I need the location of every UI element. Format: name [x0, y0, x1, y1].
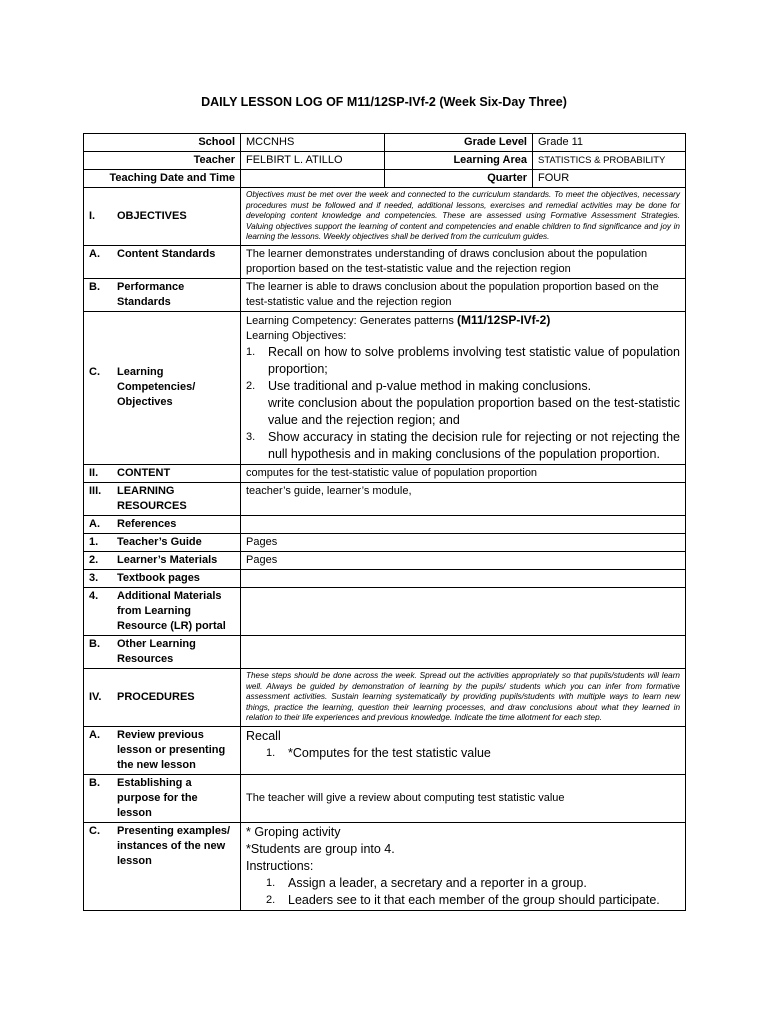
- section-label: CONTENT: [117, 466, 171, 479]
- list-item: [246, 875, 680, 892]
- presenting-line: * Groping activity: [246, 824, 341, 839]
- teacher-row: [84, 152, 686, 170]
- list-item-number: 1.: [246, 345, 256, 358]
- section-number: 3.: [89, 571, 99, 584]
- list-item-text: Leaders see to it that each member of the group should participate.: [288, 892, 660, 907]
- school-row: [84, 134, 686, 152]
- objectives-label-cell: [84, 188, 241, 246]
- teacher-value: FELBIRT L. ATILLO: [241, 152, 385, 170]
- section-number: II.: [89, 466, 99, 479]
- competency-code: (M11/12SP-IVf-2): [456, 312, 551, 327]
- list-item: [246, 344, 680, 378]
- references-row: [84, 515, 686, 533]
- section-number: C.: [89, 824, 100, 837]
- section-label: Additional Materials from Learning Resource (LR) portal: [117, 589, 226, 632]
- teachers-guide-label-cell: [84, 533, 241, 551]
- competencies-row: [84, 311, 686, 464]
- learning-resources-row: [84, 482, 686, 515]
- list-item-text: *Computes for the test statistic value: [288, 745, 491, 760]
- date-row: [84, 170, 686, 188]
- procedures-label-cell: [84, 668, 241, 726]
- textbook-label-cell: [84, 569, 241, 587]
- list-item-number: 1.: [266, 746, 276, 759]
- learning-area-value: STATISTICS & PROBABILITY: [533, 152, 686, 170]
- section-label: Other Learning Resources: [117, 637, 196, 665]
- objectives-row: [84, 188, 686, 246]
- list-item-number: 2.: [246, 379, 256, 392]
- section-label: References: [117, 517, 177, 530]
- performance-standards-label-cell: [84, 278, 241, 311]
- section-label: Learning Competencies/ Objectives: [117, 366, 196, 409]
- competency-prefix: Learning Competency: Generates patterns: [246, 314, 457, 327]
- presenting-row: [84, 822, 686, 910]
- presenting-line: Instructions:: [246, 858, 314, 873]
- lesson-log-table: [83, 133, 686, 911]
- content-text: computes for the test-statistic value of population proportion: [241, 464, 686, 482]
- list-item: [246, 378, 680, 395]
- additional-materials-label-cell: [84, 587, 241, 635]
- purpose-label-cell: [84, 774, 241, 822]
- teachers-guide-text: Pages: [241, 533, 686, 551]
- section-label: Establishing a purpose for the lesson: [117, 776, 198, 819]
- content-standards-label-cell: [84, 245, 241, 278]
- competencies-label-cell: [84, 311, 241, 464]
- presenting-label-cell: [84, 822, 241, 910]
- learning-competency: [246, 313, 680, 329]
- section-number: B.: [89, 776, 100, 789]
- teaching-date-value: [241, 170, 385, 188]
- section-label: Content Standards: [117, 247, 216, 260]
- content-standards-row: [84, 245, 686, 278]
- competencies-content: [241, 311, 686, 464]
- other-resources-text: [241, 635, 686, 668]
- section-number: B.: [89, 280, 100, 293]
- learners-materials-label-cell: [84, 551, 241, 569]
- purpose-row: [84, 774, 686, 822]
- page-title: DAILY LESSON LOG OF M11/12SP-IVf-2 (Week Six-Day Three): [201, 95, 567, 109]
- procedures-text: These steps should be done across the week. Spread out the activities appropriately so that pupils/students will learn well. Always be guided by demonstration of learning by the pupils/ students which you can infer from formative assessment activities. Sustain learning systematically by providing pupils/students with multiple ways to learn new things, practice the learning, question their learning processes, and draw conclusions about what they learned in relation to their life experiences and previous knowledge. Indicate the time allotment for each step.: [241, 668, 686, 726]
- references-text: [241, 515, 686, 533]
- presenting-content: [241, 822, 686, 910]
- section-number: A.: [89, 247, 100, 260]
- grade-level-label: Grade Level: [385, 134, 533, 152]
- textbook-text: [241, 569, 686, 587]
- school-label: School: [84, 134, 241, 152]
- list-item: [246, 429, 680, 463]
- section-label: Presenting examples/ instances of the new lesson: [117, 824, 231, 867]
- section-number: I.: [89, 209, 96, 222]
- list-item-text: Use traditional and p-value method in making conclusions.: [268, 378, 592, 393]
- section-number: C.: [89, 366, 100, 379]
- section-number: 1.: [89, 535, 99, 548]
- list-item-text: Show accuracy in stating the decision rule for rejecting or not rejecting the null hypothesis and in making conclusions of the population proportion.: [268, 429, 680, 461]
- list-item: [246, 745, 680, 762]
- teacher-label: Teacher: [84, 152, 241, 170]
- list-item-number: [246, 395, 268, 429]
- quarter-value: FOUR: [533, 170, 686, 188]
- additional-materials-text: [241, 587, 686, 635]
- list-item-number: 2.: [266, 893, 276, 906]
- section-number: 2.: [89, 553, 99, 566]
- section-label: Learner’s Materials: [117, 553, 218, 566]
- review-label-cell: [84, 726, 241, 774]
- learning-resources-text: teacher’s guide, learner’s module,: [241, 482, 686, 515]
- learners-materials-row: [84, 551, 686, 569]
- additional-materials-row: [84, 587, 686, 635]
- section-number: III.: [89, 484, 102, 497]
- teaching-date-label: Teaching Date and Time: [84, 170, 241, 188]
- objectives-list: [246, 344, 680, 463]
- section-label: LEARNING RESOURCES: [117, 484, 187, 512]
- section-label: PROCEDURES: [117, 690, 195, 703]
- list-item-text: Assign a leader, a secretary and a reporter in a group.: [288, 875, 587, 890]
- learners-materials-text: Pages: [241, 551, 686, 569]
- references-label-cell: [84, 515, 241, 533]
- section-number: 4.: [89, 589, 99, 602]
- review-content: [241, 726, 686, 774]
- other-resources-label-cell: [84, 635, 241, 668]
- section-label: Review previous lesson or presenting the new lesson: [117, 728, 226, 771]
- list-item: [246, 395, 680, 429]
- school-value: MCCNHS: [241, 134, 385, 152]
- review-row: [84, 726, 686, 774]
- learning-resources-label-cell: [84, 482, 241, 515]
- quarter-label: Quarter: [385, 170, 533, 188]
- other-resources-row: [84, 635, 686, 668]
- procedures-row: [84, 668, 686, 726]
- section-label: Textbook pages: [117, 571, 200, 584]
- section-label: Teacher’s Guide: [117, 535, 202, 548]
- section-label: Performance Standards: [117, 280, 185, 308]
- learning-area-label: Learning Area: [385, 152, 533, 170]
- teachers-guide-row: [84, 533, 686, 551]
- section-number: IV.: [89, 690, 102, 703]
- section-number: A.: [89, 728, 100, 741]
- performance-standards-text: The learner is able to draws conclusion about the population proportion based on the test-statistic value and the rejection region: [241, 278, 686, 311]
- list-item-number: 1.: [266, 876, 276, 889]
- presenting-line: *Students are group into 4.: [246, 841, 395, 856]
- purpose-text: The teacher will give a review about computing test statistic value: [241, 774, 686, 822]
- list-item-text: Recall on how to solve problems involving test statistic value of population proportion;: [268, 344, 680, 376]
- section-number: A.: [89, 517, 100, 530]
- content-standards-text: The learner demonstrates understanding of draws conclusion about the population proportion based on the test-statistic value and the rejection region: [241, 245, 686, 278]
- list-item: [246, 892, 680, 909]
- content-row: [84, 464, 686, 482]
- textbook-row: [84, 569, 686, 587]
- list-item-number: 3.: [246, 430, 256, 443]
- performance-standards-row: [84, 278, 686, 311]
- learning-objectives-label: Learning Objectives:: [246, 329, 347, 342]
- objectives-text: Objectives must be met over the week and connected to the curriculum standards. To meet the objectives, necessary procedures must be followed and if needed, additional lessons, exercises and remedial activities may be done for developing content knowledge and competencies. These are assessed using Formative Assessment Strategies. Valuing objectives support the learning of content and competencies and enable children to find significance and joy in learning the lessons. Weekly objectives shall be derived from the curriculum guides.: [241, 188, 686, 246]
- section-number: B.: [89, 637, 100, 650]
- list-item-text: write conclusion about the population proportion based on the test-statistic value and the rejection region; and: [268, 395, 680, 427]
- section-label: OBJECTIVES: [117, 209, 187, 222]
- grade-level-value: Grade 11: [533, 134, 686, 152]
- review-heading: Recall: [246, 728, 281, 743]
- content-label-cell: [84, 464, 241, 482]
